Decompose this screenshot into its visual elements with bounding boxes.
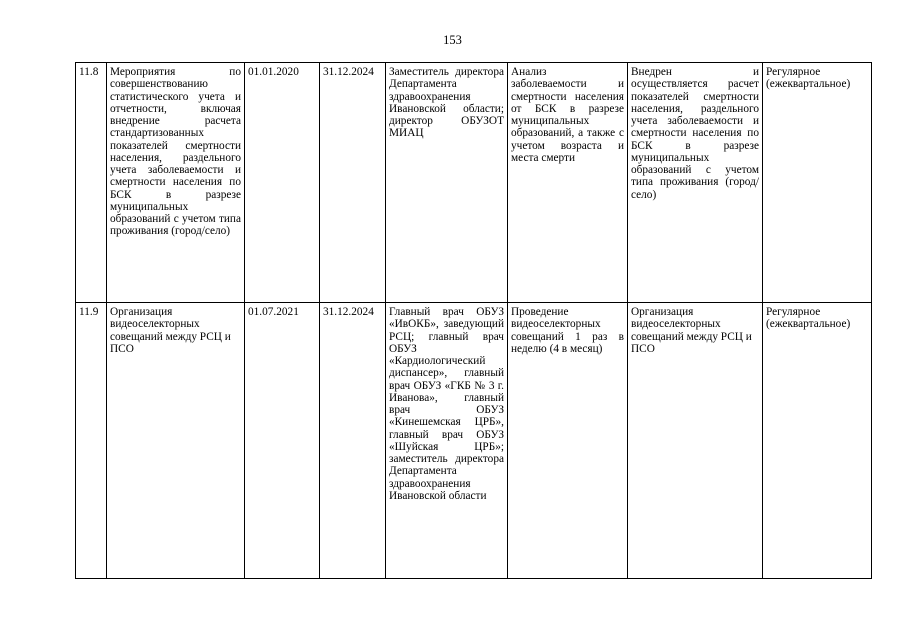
result-cell: Внедрен и осуществляется расчет показателей смертности населения, раздельного учета заболеваемости и смертности населения по БСК в разрезе муниципальных образований с учетом типа проживания (город/село) bbox=[628, 63, 763, 303]
page-number: 153 bbox=[443, 33, 462, 47]
start-date-cell: 01.01.2020 bbox=[245, 63, 320, 303]
responsible-cell: Заместитель директора Департамента здравоохранения Ивановской области; директор ОБУЗОТ МИАЦ bbox=[386, 63, 508, 303]
row-number: 11.8 bbox=[76, 63, 107, 303]
table-row bbox=[76, 303, 872, 579]
table-row bbox=[76, 63, 872, 303]
result-cell: Организация видеоселекторных совещаний между РСЦ и ПСО bbox=[628, 303, 763, 579]
responsible-cell: Главный врач ОБУЗ «ИвОКБ», заведующий РСЦ; главный врач ОБУЗ «Кардиологический диспансер», главный врач ОБУЗ «ГКБ № 3 г. Иванова», главный врач ОБУЗ «Кинешемская ЦРБ», главный врач ОБУЗ «Шуйская ЦРБ»; заместитель директора Департамента здравоохранения Ивановской области bbox=[386, 303, 508, 579]
measures-table bbox=[75, 62, 872, 579]
event-cell: Мероприятия по совершенствованию статистического учета и отчетности, включая внедрение расчета стандартизованных показателей смертности населения, раздельного учета заболеваемости и смертности населения по БСК в разрезе муниципальных образований с учетом типа проживания (город/село) bbox=[107, 63, 245, 303]
end-date-cell: 31.12.2024 bbox=[320, 303, 386, 579]
characteristic-cell: Анализ заболеваемости и смертности населения от БСК в разрезе муниципальных образований, а также с учетом возраста и места смерти bbox=[508, 63, 628, 303]
event-cell: Организация видеоселекторных совещаний между РСЦ и ПСО bbox=[107, 303, 245, 579]
frequency-cell: Регулярное (ежеквартальное) bbox=[763, 303, 872, 579]
row-number: 11.9 bbox=[76, 303, 107, 579]
start-date-cell: 01.07.2021 bbox=[245, 303, 320, 579]
characteristic-cell: Проведение видеоселекторных совещаний 1 раз в неделю (4 в месяц) bbox=[508, 303, 628, 579]
end-date-cell: 31.12.2024 bbox=[320, 63, 386, 303]
frequency-cell: Регулярное (ежеквартальное) bbox=[763, 63, 872, 303]
